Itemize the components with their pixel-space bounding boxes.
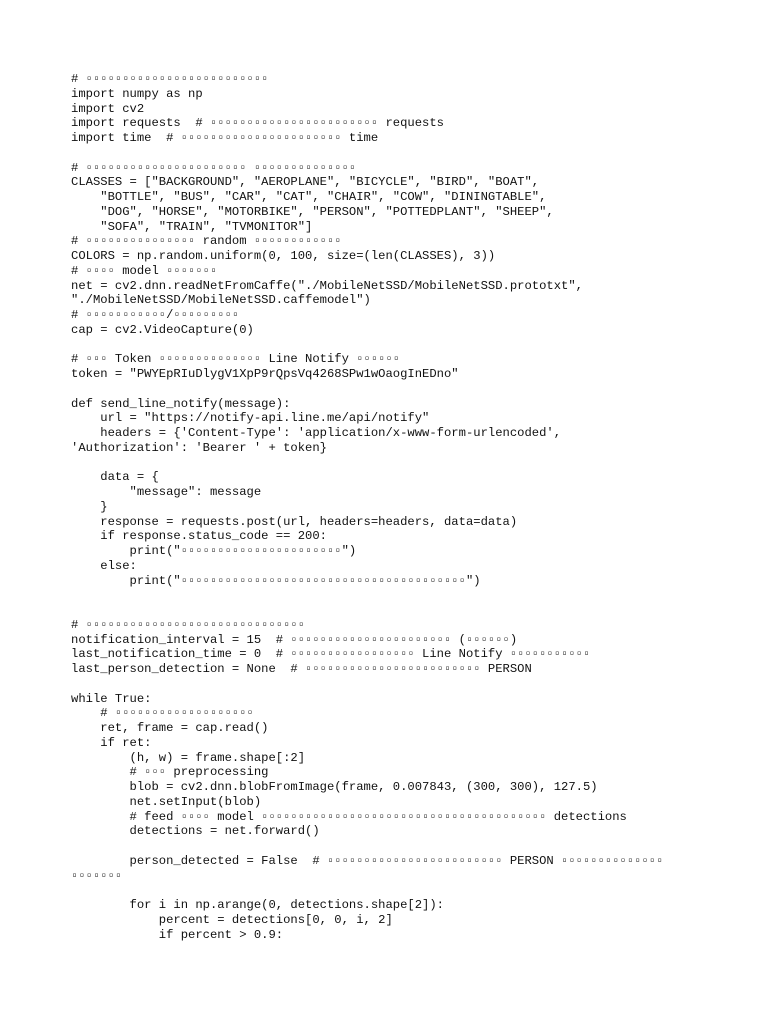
code-line: 'Authorization': 'Bearer ' + token} — [71, 440, 327, 455]
code-line: # ▫▫▫ Token ▫▫▫▫▫▫▫▫▫▫▫▫▫▫ Line Notify ▫▫▫▫▫▫ — [71, 352, 401, 367]
code-line: import requests # ▫▫▫▫▫▫▫▫▫▫▫▫▫▫▫▫▫▫▫▫▫▫▫ requests — [71, 116, 444, 131]
code-line: for i in np.arange(0, detections.shape[2]): — [71, 898, 444, 912]
code-line: if response.status_code == 200: — [71, 529, 327, 544]
code-line: def send_line_notify(message): — [71, 396, 291, 411]
code-line — [71, 677, 701, 692]
code-line: (h, w) = frame.shape[:2] — [71, 750, 306, 765]
code-line: notification_interval = 15 # ▫▫▫▫▫▫▫▫▫▫▫▫▫▫▫▫▫▫▫▫▫▫ (▫▫▫▫▫▫) — [71, 632, 518, 647]
code-line: # ▫▫▫▫ model ▫▫▫▫▫▫▫ — [71, 263, 218, 278]
code-line: print("▫▫▫▫▫▫▫▫▫▫▫▫▫▫▫▫▫▫▫▫▫▫") — [71, 544, 357, 558]
code-line: response = requests.post(url, headers=headers, data=data) — [71, 514, 518, 529]
code-line: } — [71, 499, 108, 514]
code-line: import cv2 — [71, 101, 145, 116]
code-line: detections = net.forward() — [71, 824, 320, 839]
code-line: print("▫▫▫▫▫▫▫▫▫▫▫▫▫▫▫▫▫▫▫▫▫▫▫▫▫▫▫▫▫▫▫▫▫▫▫▫▫▫▫") — [71, 573, 481, 588]
code-line — [71, 382, 701, 397]
code-line: ▫▫▫▫▫▫▫ — [71, 868, 123, 883]
code-line: # ▫▫▫▫▫▫▫▫▫▫▫▫▫▫▫▫▫▫▫▫▫▫▫▫▫ — [71, 72, 269, 86]
code-line: # ▫▫▫ preprocessing — [71, 765, 269, 780]
code-line: if percent > 0.9: — [71, 927, 284, 942]
code-line: while True: — [71, 691, 152, 706]
code-line — [71, 588, 701, 603]
code-line: ret, frame = cap.read() — [71, 721, 269, 735]
code-line: # ▫▫▫▫▫▫▫▫▫▫▫/▫▫▫▫▫▫▫▫▫ — [71, 308, 240, 322]
code-line — [71, 338, 701, 353]
code-line — [71, 146, 701, 161]
code-line: import time # ▫▫▫▫▫▫▫▫▫▫▫▫▫▫▫▫▫▫▫▫▫▫ time — [71, 131, 379, 145]
code-line: CLASSES = ["BACKGROUND", "AEROPLANE", "BICYCLE", "BIRD", "BOAT", — [71, 175, 540, 190]
code-line: "./MobileNetSSD/MobileNetSSD.caffemodel") — [71, 293, 371, 308]
code-line: # ▫▫▫▫▫▫▫▫▫▫▫▫▫▫▫▫▫▫▫▫▫▫▫▫▫▫▫▫▫▫ — [71, 617, 306, 632]
code-line: headers = {'Content-Type': 'application/x-www-form-urlencoded', — [71, 426, 562, 440]
code-line: url = "https://notify-api.line.me/api/notify" — [71, 411, 430, 426]
code-line: # ▫▫▫▫▫▫▫▫▫▫▫▫▫▫▫▫▫▫▫ — [71, 706, 254, 721]
code-line: if ret: — [71, 735, 152, 750]
code-line: net.setInput(blob) — [71, 794, 262, 809]
code-line: # ▫▫▫▫▫▫▫▫▫▫▫▫▫▫▫ random ▫▫▫▫▫▫▫▫▫▫▫▫ — [71, 234, 342, 249]
code-line — [71, 456, 701, 471]
code-line: cap = cv2.VideoCapture(0) — [71, 322, 254, 337]
code-line: person_detected = False # ▫▫▫▫▫▫▫▫▫▫▫▫▫▫▫▫▫▫▫▫▫▫▫▫ PERSON ▫▫▫▫▫▫▫▫▫▫▫▫▫▫ — [71, 853, 664, 868]
code-line: blob = cv2.dnn.blobFromImage(frame, 0.007843, (300, 300), 127.5) — [71, 780, 598, 794]
code-line: "message": message — [71, 485, 262, 499]
code-line — [71, 839, 701, 854]
code-line: # ▫▫▫▫▫▫▫▫▫▫▫▫▫▫▫▫▫▫▫▫▫▫ ▫▫▫▫▫▫▫▫▫▫▫▫▫▫ — [71, 160, 357, 175]
code-line: # feed ▫▫▫▫ model ▫▫▫▫▫▫▫▫▫▫▫▫▫▫▫▫▫▫▫▫▫▫▫▫▫▫▫▫▫▫▫▫▫▫▫▫▫▫▫ detections — [71, 809, 627, 824]
code-line: "BOTTLE", "BUS", "CAR", "CAT", "CHAIR", "COW", "DININGTABLE", — [71, 190, 547, 204]
code-line: token = "PWYEpRIuDlygV1XpP9rQpsVq4268SPw1wOaogInEDno" — [71, 367, 459, 381]
code-line: net = cv2.dnn.readNetFromCaffe("./MobileNetSSD/MobileNetSSD.prototxt", — [71, 278, 583, 293]
code-line — [71, 883, 701, 898]
code-line: percent = detections[0, 0, i, 2] — [71, 912, 393, 927]
code-line: "SOFA", "TRAIN", "TVMONITOR"] — [71, 219, 313, 234]
code-line: last_person_detection = None # ▫▫▫▫▫▫▫▫▫▫▫▫▫▫▫▫▫▫▫▫▫▫▫▫ PERSON — [71, 662, 532, 676]
code-listing — [71, 72, 701, 942]
code-line: data = { — [71, 470, 159, 485]
code-line: else: — [71, 558, 137, 573]
code-line: COLORS = np.random.uniform(0, 100, size=(len(CLASSES), 3)) — [71, 249, 496, 263]
code-line — [71, 603, 701, 618]
code-line: import numpy as np — [71, 86, 203, 101]
code-line: last_notification_time = 0 # ▫▫▫▫▫▫▫▫▫▫▫▫▫▫▫▫▫ Line Notify ▫▫▫▫▫▫▫▫▫▫▫ — [71, 647, 591, 662]
code-line: "DOG", "HORSE", "MOTORBIKE", "PERSON", "POTTEDPLANT", "SHEEP", — [71, 204, 554, 219]
